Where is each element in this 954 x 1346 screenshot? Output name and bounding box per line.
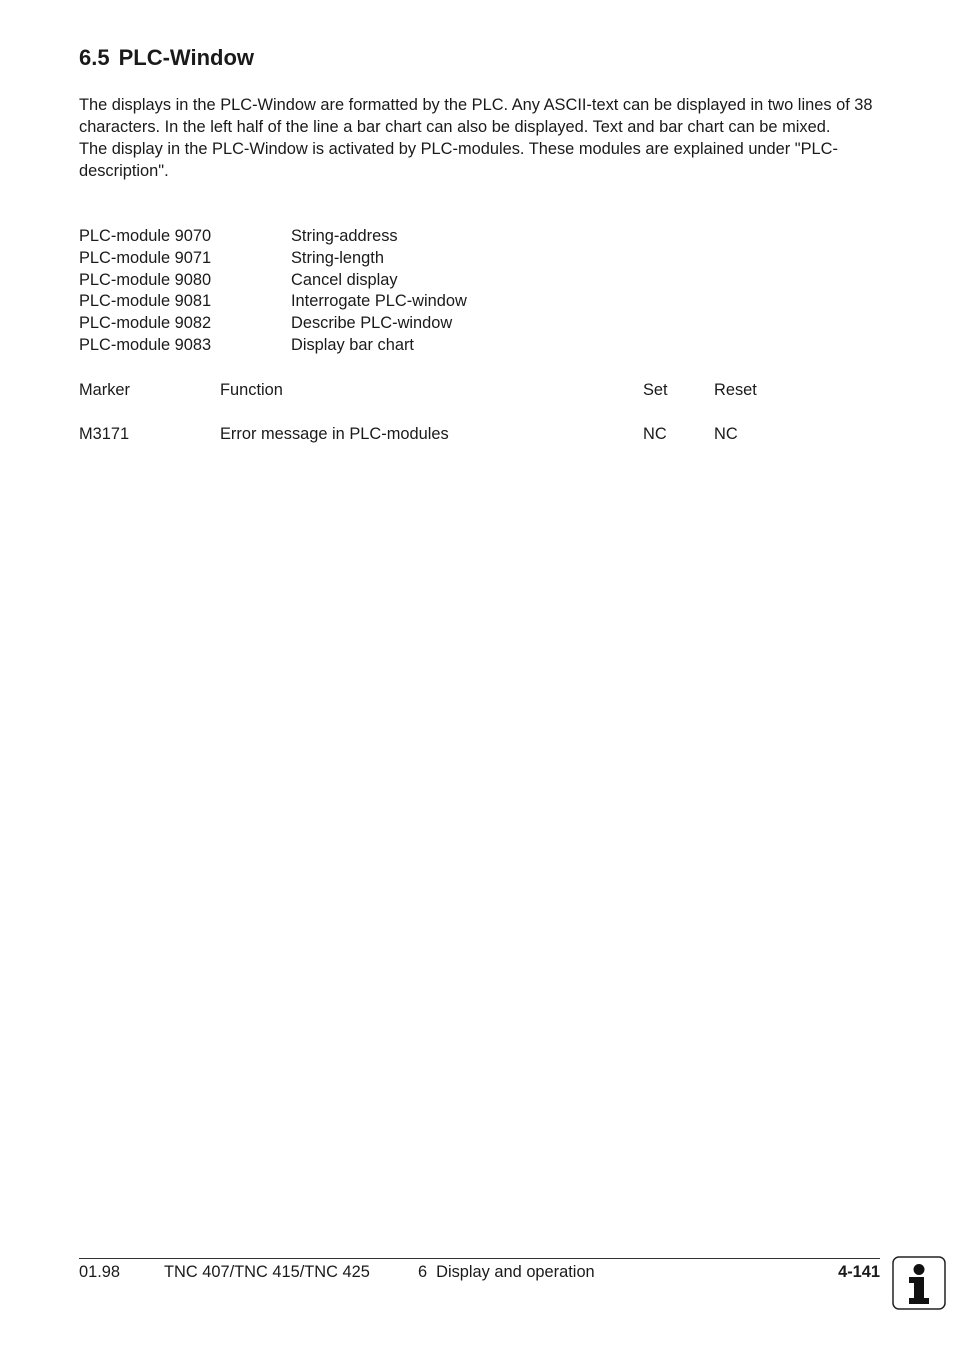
module-name: PLC-module 9080 [79, 270, 212, 289]
header-reset: Reset [714, 381, 757, 399]
module-row [79, 270, 467, 292]
footer-date: 01.98 [79, 1263, 121, 1281]
footer-models: TNC 407/TNC 415/TNC 425 [164, 1263, 370, 1281]
marker-function: Error message in PLC-modules [220, 425, 449, 443]
module-list [79, 226, 467, 357]
info-icon [892, 1256, 946, 1310]
marker-table [79, 379, 794, 445]
intro-paragraph: The display in the PLC-Window is activated by PLC-modules. These modules are explained under "PLC-description". [79, 140, 838, 180]
intro-text [79, 94, 884, 182]
page-number: 4-141 [838, 1263, 880, 1281]
module-name: PLC-module 9070 [79, 227, 212, 245]
module-name: PLC-module 9071 [79, 248, 212, 267]
module-description: Cancel display [291, 270, 398, 289]
marker-reset: NC [714, 425, 738, 443]
header-set: Set [643, 381, 668, 399]
module-row [79, 226, 467, 248]
header-function: Function [220, 381, 283, 399]
marker-id: M3171 [79, 425, 130, 443]
module-description: String-length [291, 248, 384, 267]
footer-chapter-number: 6 [418, 1263, 428, 1281]
module-description: Describe PLC-window [291, 314, 453, 333]
module-row [79, 248, 467, 270]
module-row [79, 291, 467, 313]
footer-chapter [418, 1262, 595, 1282]
module-name: PLC-module 9081 [79, 292, 212, 311]
marker-table-row [79, 423, 794, 445]
intro-paragraph: The displays in the PLC-Window are formatted by the PLC. Any ASCII-text can be displayed in two lines of 38 characters. In the left half of the line a bar chart can also be displayed. Text and bar chart can be mixed. [79, 96, 873, 136]
header-marker: Marker [79, 381, 130, 399]
section-title: PLC-Window [118, 45, 255, 70]
footer-divider [79, 1258, 880, 1259]
module-description: String-address [291, 227, 398, 245]
marker-table-header [79, 379, 794, 401]
module-row [79, 335, 467, 357]
module-description: Display bar chart [291, 335, 414, 354]
section-heading [79, 44, 254, 72]
section-number: 6.5 [79, 45, 110, 70]
module-row [79, 313, 467, 335]
module-name: PLC-module 9082 [79, 314, 212, 333]
footer-chapter-title: Display and operation [436, 1263, 595, 1281]
module-description: Interrogate PLC-window [291, 292, 467, 311]
module-name: PLC-module 9083 [79, 335, 212, 354]
marker-set: NC [643, 425, 667, 443]
